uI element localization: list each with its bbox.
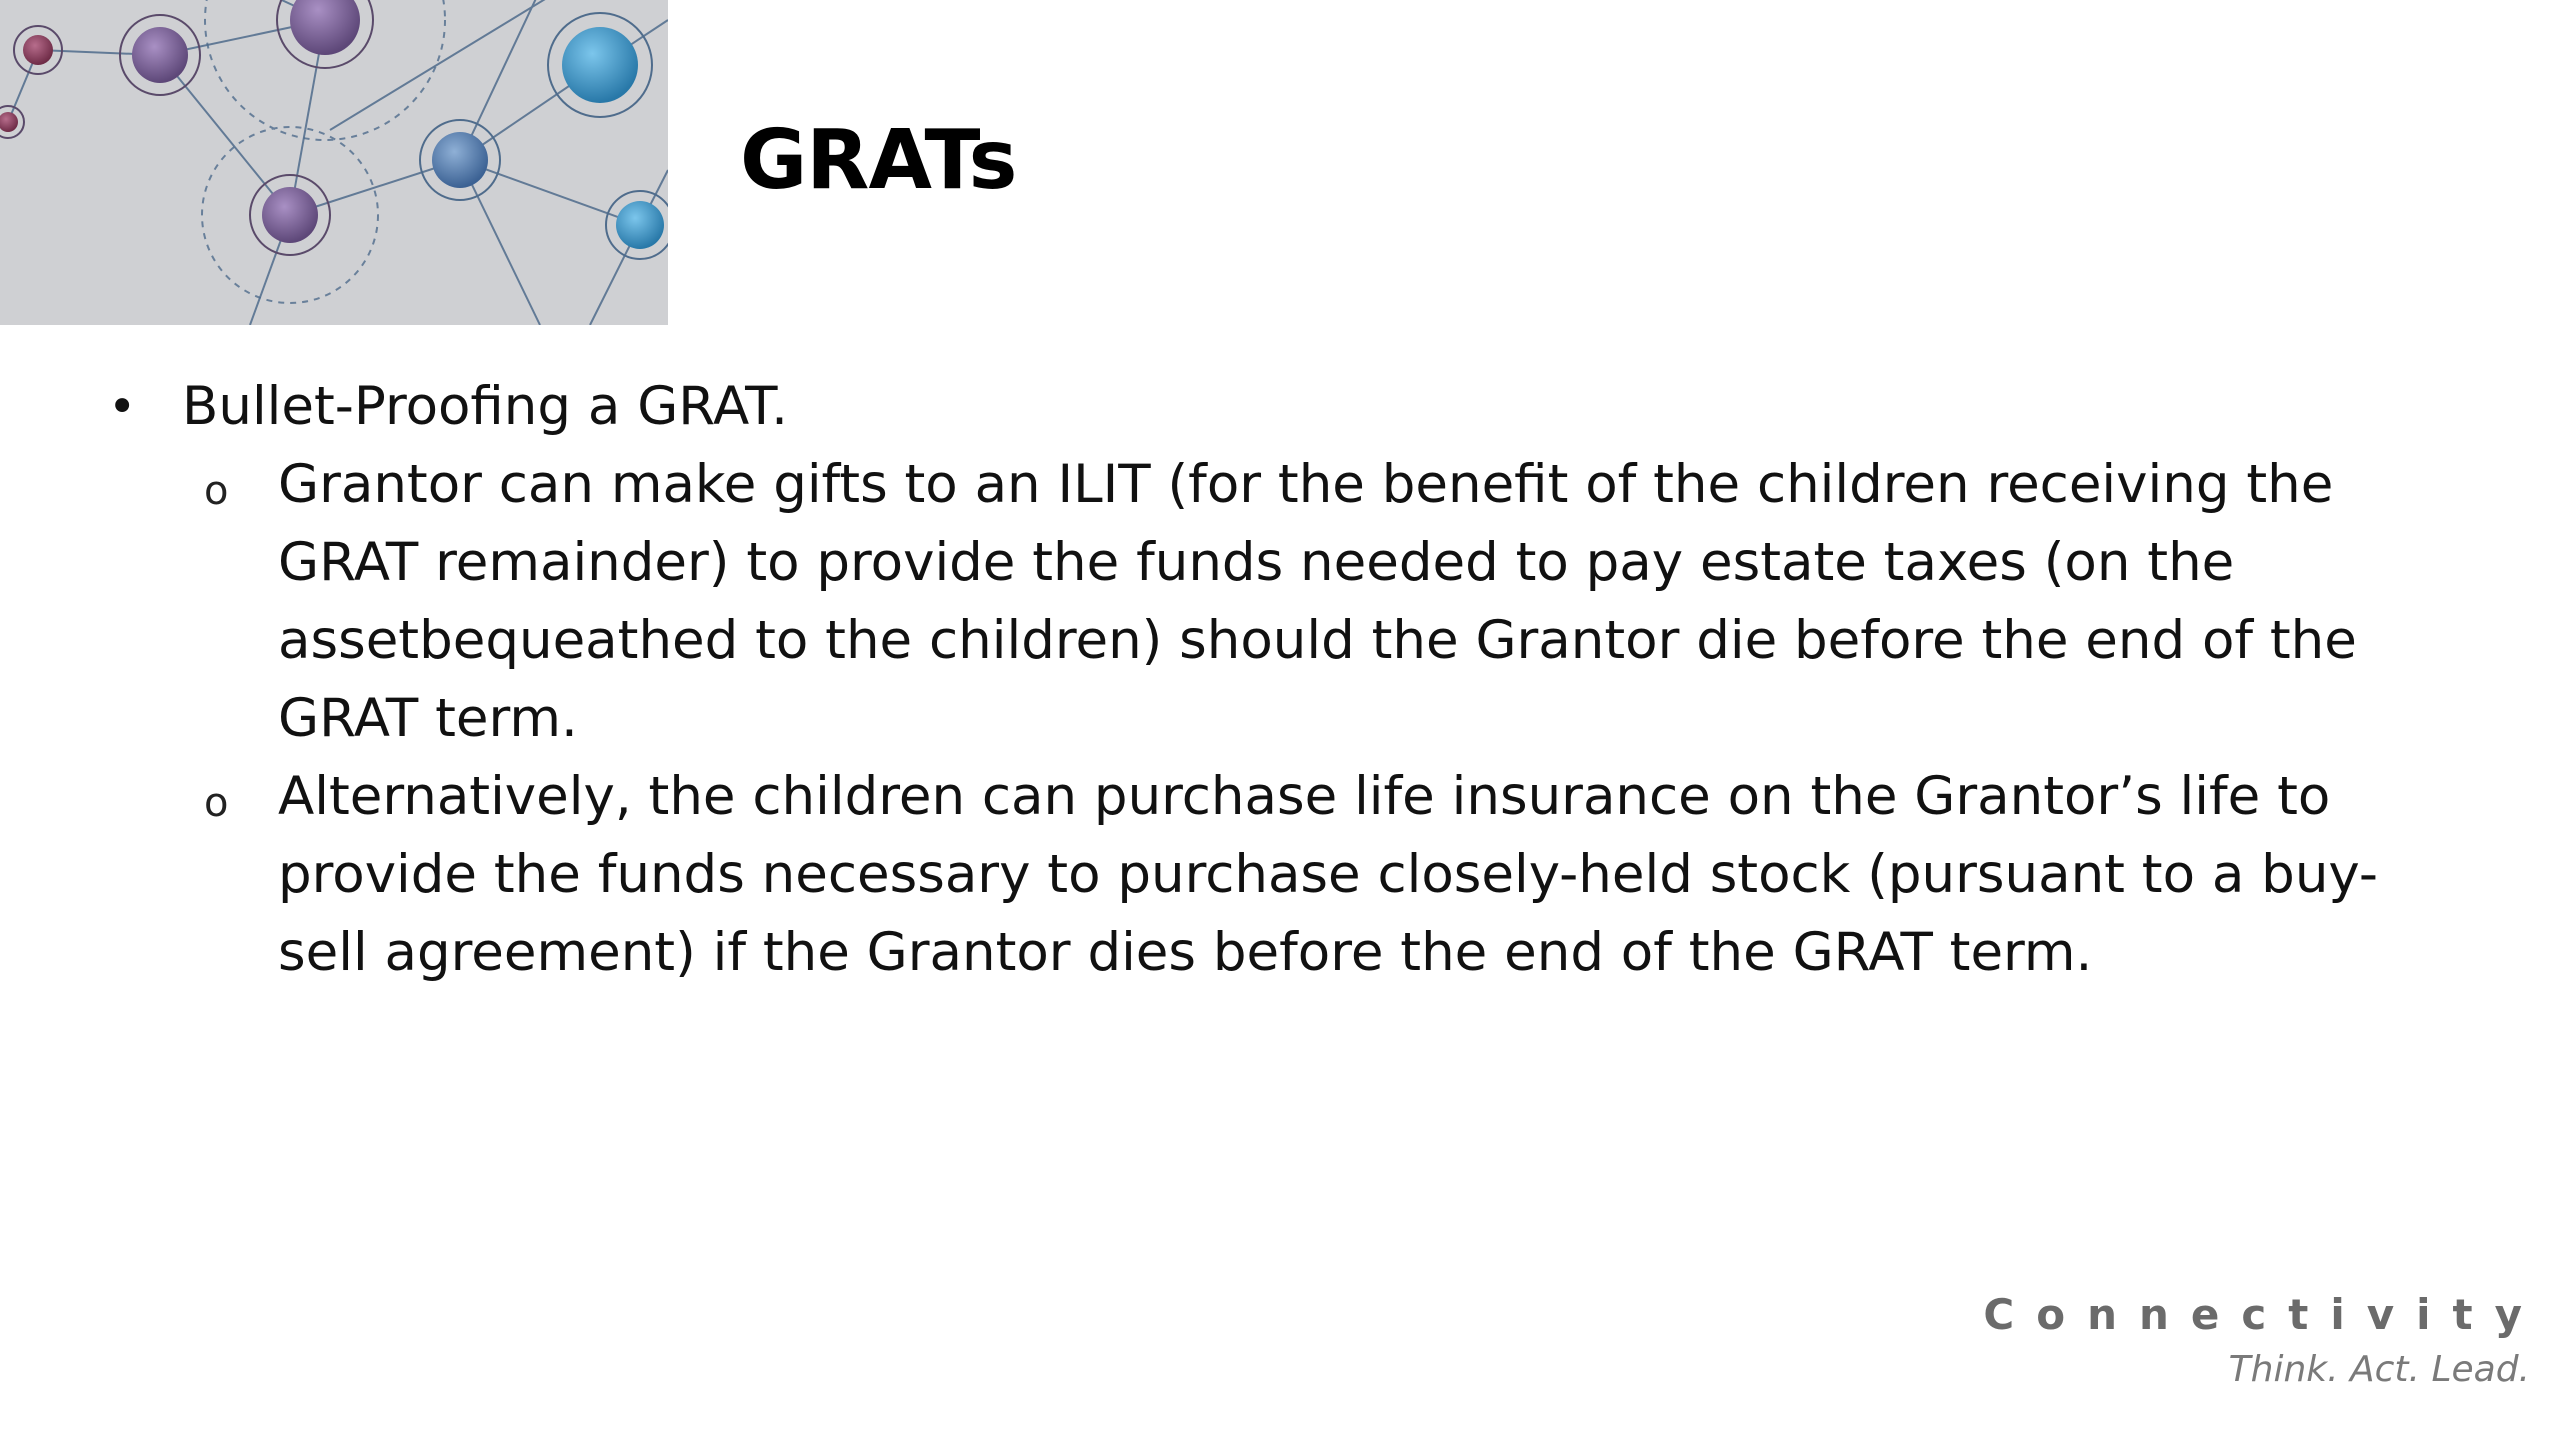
brand-name: Connectivity	[1983, 1290, 2544, 1339]
slide-title: GRATs	[740, 113, 1017, 208]
slide-content	[100, 368, 2400, 992]
sub-bullet-item	[100, 446, 2400, 758]
brand-logo	[1983, 1290, 2544, 1390]
bullet-text: Bullet-Proofing a GRAT.	[182, 376, 789, 437]
bullet-marker: •	[108, 379, 137, 435]
network-nodes-graphic	[0, 0, 668, 325]
sub-bullet-text: Alternatively, the children can purchase life insurance on the Grantor’s life to provide the funds necessary to purchase closely-held stock (pursuant to a buy-sell agreement) if the Grantor dies before the end of the GRAT term.	[278, 766, 2378, 983]
sub-bullet-marker: o	[204, 468, 229, 514]
sub-bullet-list	[100, 446, 2400, 992]
sub-bullet-text: Grantor can make gifts to an ILIT (for the benefit of the children receiving the GRAT remainder) to provide the funds needed to pay estate taxes (on the assetbequeathed to the children) should the Grantor die before the end of the GRAT term.	[278, 454, 2357, 749]
bullet-item	[100, 368, 2400, 446]
brand-tagline: Think. Act. Lead.	[2228, 1349, 2530, 1390]
sub-bullet-marker: o	[204, 780, 229, 826]
sub-bullet-item	[100, 758, 2400, 992]
